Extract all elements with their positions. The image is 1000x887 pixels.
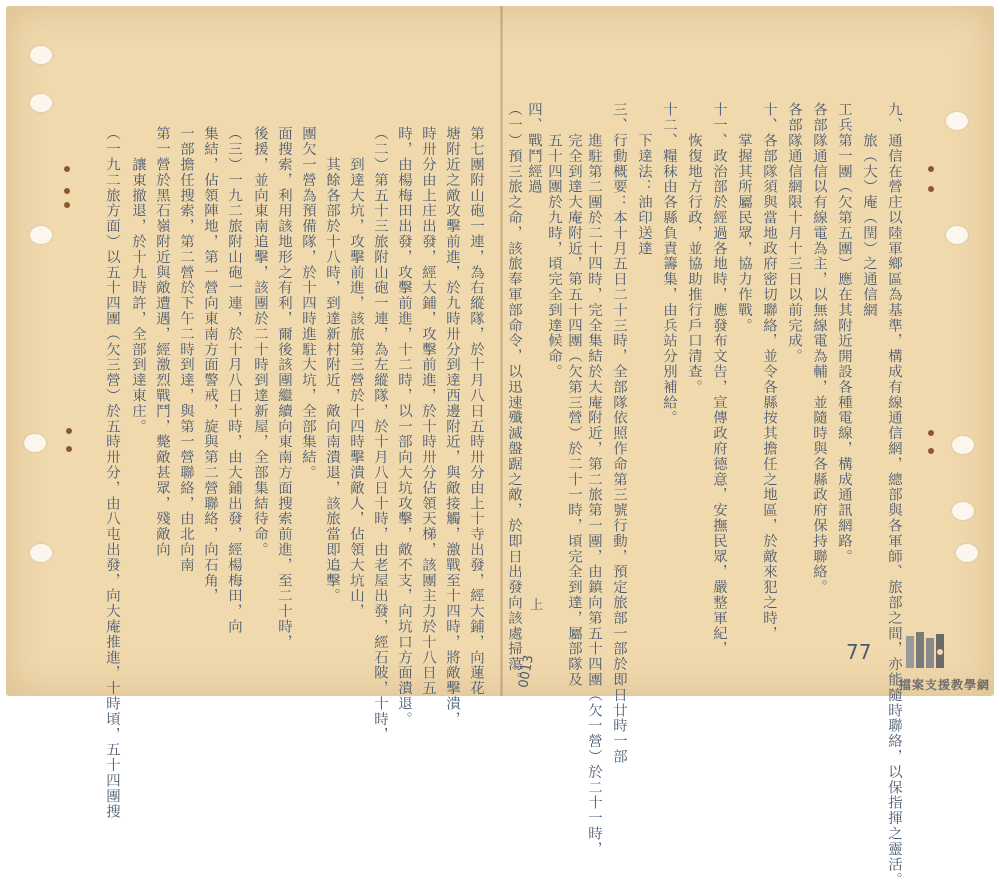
text-column: 後援，並向東南追擊，該團於二十時到達新屋，全部集結待命。 (252, 126, 268, 558)
text-column: 下達法：油印送達 (636, 102, 652, 256)
fold-mark: 上 (530, 598, 544, 613)
text-column: （三）一九二旅附山砲一連，於十月八日十時，由大鋪出發，經楊梅田，向 (226, 126, 242, 635)
text-column: 掌握其所屬民眾，協力作戰。 (736, 102, 752, 333)
document-sheet (6, 6, 994, 887)
text-column: 工兵第一團（欠第五團）應在其附近開設各種電線，構成通訊網路。 (836, 102, 852, 564)
staple-mark (928, 166, 934, 172)
text-column: 一部擔任搜索，第二營於下午二時到達，與第一營聯絡，由北向南 (178, 126, 194, 573)
staple-mark (928, 430, 934, 436)
text-column: （一）預三旅之命，該旅奉軍部命令，以迅速殲滅盤踞之敵，於即日出發向該處掃蕩。 (506, 102, 522, 688)
archive-stamp-number: 0013 (516, 653, 537, 690)
text-column: 恢復地方行政，並協助推行戶口清查。 (686, 102, 702, 395)
page-number: 77 (846, 640, 872, 664)
watermark-text: 檔案支援教學網 (898, 678, 990, 692)
binding-hole (30, 226, 52, 244)
text-column: 時，由楊梅田出發，攻擊前進，十二時，以一部向大坑攻擊，敵不支，向坑口方面潰退。 (396, 126, 412, 727)
text-column: 進駐第二團於二十四時，完全集結於大庵附近，第二旅第一團，由鎮向第五十四團（欠一營）於二十一時， (586, 102, 602, 857)
binding-hole (30, 94, 52, 112)
text-column: 五十四團於九時，頃完全到達候命。 (546, 102, 562, 380)
text-column: 十、各部隊須與當地政府密切聯絡，並令各縣按其擔任之地區，於敵來犯之時， (761, 102, 777, 641)
text-column: 第七團附山砲一連，為右縱隊，於十月八日五時卅分由上十寺出發，經大鋪，向蓮花 (468, 126, 484, 696)
binding-hole (946, 112, 968, 130)
staple-mark (928, 186, 934, 192)
binding-hole (30, 544, 52, 562)
text-column: 塘附近之敵攻擊前進，於九時卅分到達西邊附近，與敵接觸，激戰至十四時，將敵擊潰， (444, 126, 460, 727)
text-column: 團欠一營為預備隊，於十四時進駐大坑，全部集結。 (300, 126, 316, 481)
text-column: 九、通信在營庄以陸軍鄉區為基準，構成有線通信網，總部與各軍師、旅部之間，亦能隨時聯絡，以保指揮之靈活。 (886, 102, 902, 887)
text-column: 其餘各部於十八時，到達新村附近，敵向南潰退，該旅當即追擊。 (324, 126, 340, 604)
text-column: （一九二旅方面）以五十四團（欠三營）於五時卅分，由八屯出發，向大庵推進，十時頃，五十四團搜 (104, 126, 120, 819)
staple-mark (66, 446, 72, 452)
text-column: 各部隊通信以有線電為主，以無線電為輔，並隨時與各縣政府保持聯絡。 (811, 102, 827, 595)
binding-hole (952, 436, 974, 454)
text-column: 完全到達大庵附近，第五十四團（欠第三營）於二十一時，頃完全到達，屬部隊及 (566, 102, 582, 688)
binding-hole (946, 226, 968, 244)
staple-mark (64, 188, 70, 194)
archive-books-icon (902, 630, 950, 672)
text-column: 三、行動概要：本十月五日二十三時，全部隊依照作命第三號行動，預定旅部一部於即日廿時一部 (611, 102, 627, 765)
text-column: 到達大坑，攻擊前進，該旅第三營於十四時擊潰敵人，佔領大坑山， (348, 126, 364, 619)
text-column: 讓東撤退，於十九時許，全部到達東庄。 (130, 126, 146, 434)
text-column: 旅（大）庵（閏）之通信網 (861, 102, 877, 318)
staple-mark (64, 202, 70, 208)
staple-mark (928, 448, 934, 454)
staple-mark (64, 166, 70, 172)
text-column: （二）第五十三旅附山砲一連，為左縱隊，於十月八日十時，由老屋出發，經石陂，十時， (372, 126, 388, 742)
text-column: 十一、政治部於經過各地時，應發布文告，宣傳政府德意，安撫民眾，嚴整軍紀， (711, 102, 727, 657)
page-fold (500, 6, 503, 696)
watermark-logo (880, 630, 990, 700)
staple-mark (66, 428, 72, 434)
text-column: 四、戰鬥經過 (526, 102, 542, 195)
text-column: 十二、糧秣由各縣負責籌集，由兵站分別補給。 (661, 102, 677, 426)
text-column: 集結，佔領陣地，第一營向東南方面警戒，旋與第二營聯絡，向石角， (202, 126, 218, 604)
text-column: 各部隊通信網限十月十三日以前完成。 (786, 102, 802, 364)
binding-hole (952, 502, 974, 520)
text-column: 第一營於黑石嶺附近與敵遭遇，經激烈戰鬥，斃敵甚眾，殘敵向 (154, 126, 170, 558)
text-column: 時卅分由上庄出發，經大鋪，攻擊前進，於十時卅分佔領天梯，該團主力於十八日五 (420, 126, 436, 696)
binding-hole (956, 544, 978, 562)
binding-hole (30, 46, 52, 64)
text-column: 面搜索，利用該地形之有利，爾後該團繼續向東南方面搜索前進，至二十時， (276, 126, 292, 650)
binding-hole (24, 434, 46, 452)
